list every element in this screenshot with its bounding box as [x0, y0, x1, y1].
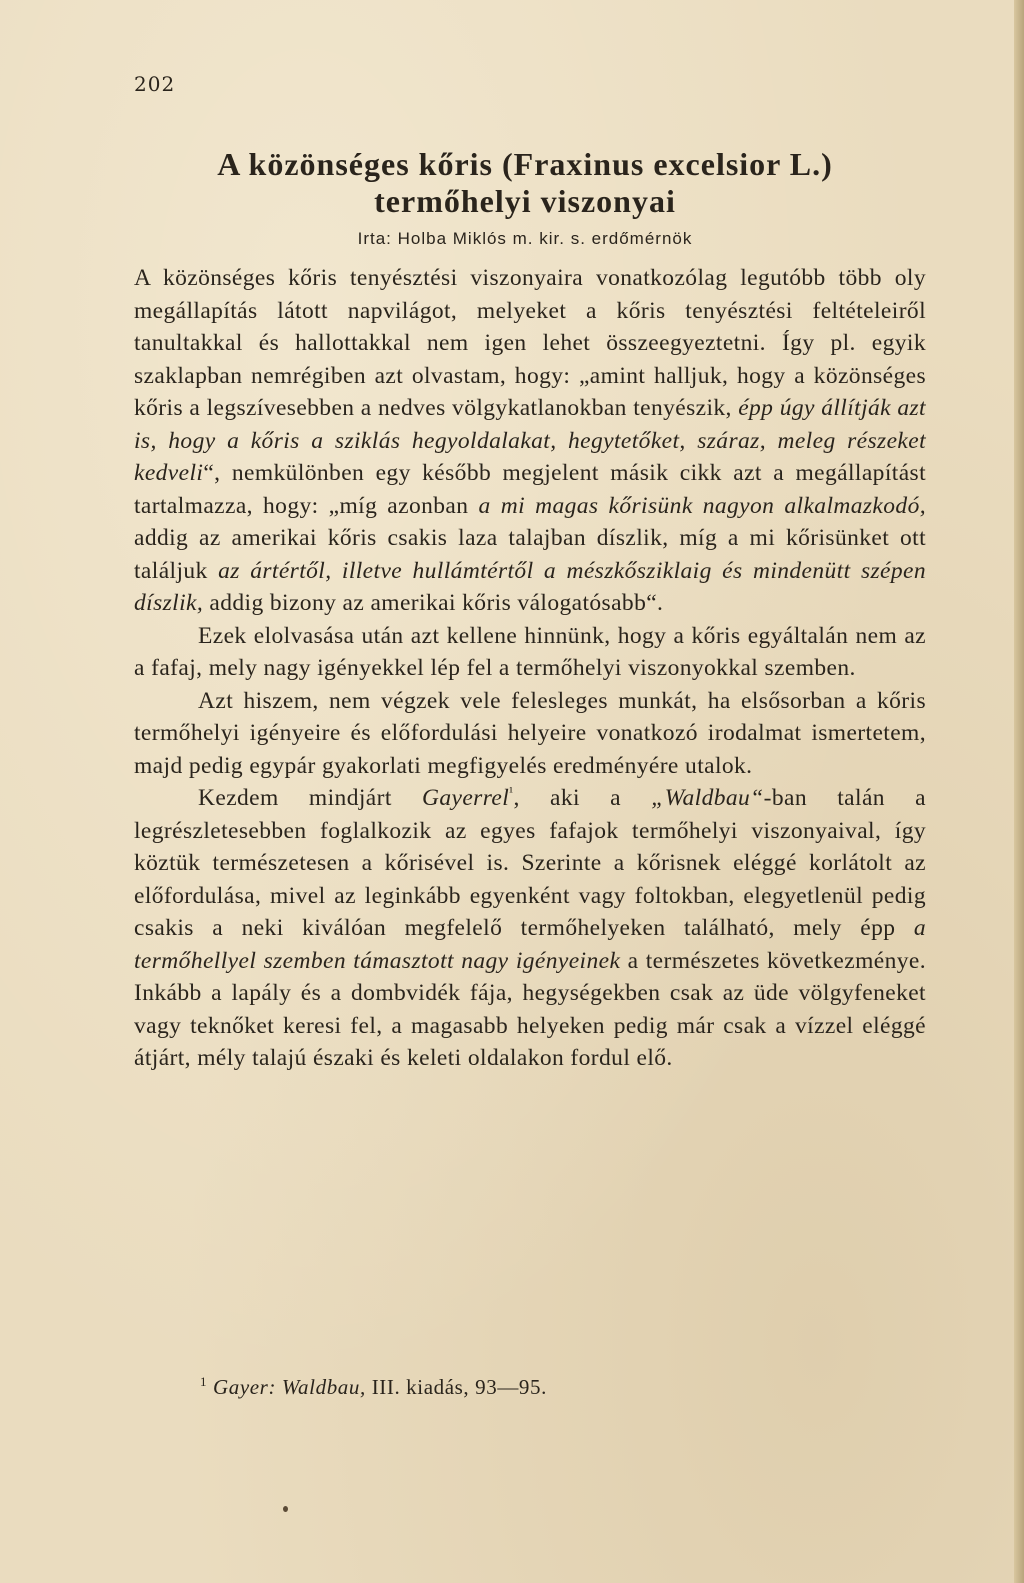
italic-text: az ártértől, illetve hullámtértől a mészkősziklaig és mindenütt szépen díszlik, [134, 557, 927, 616]
italic-text: Gayerrel [422, 785, 510, 811]
paragraph [134, 262, 926, 620]
author-byline: Irta: Holba Miklós m. kir. s. erdőmérnök [357, 229, 693, 248]
paragraph [134, 620, 926, 685]
ink-speck [283, 1506, 288, 1512]
article-title-line-2: termőhelyi viszonyai [374, 183, 676, 219]
text-run: A közönséges kőris tenyésztési viszonyaira vonatkozólag legutóbb több oly megállapítás látott napvilágot, melyeket a kőris tenyésztési feltételeiről tanultakkal és hallottakkal nem igen lehet összeegyeztetni. Így pl. egyik szaklapban nemrégiben azt olvastam, hogy: „amint halljuk, hogy a közönséges kőris a legszívesebben a nedves völgykatlanokban tenyészik, [134, 265, 926, 421]
footnote-mark: 1 [200, 1374, 208, 1389]
footnote-author: Gayer: Waldbau, [212, 1375, 366, 1399]
italic-text: épp úgy állítják azt is, hogy a kőris a sziklás hegyoldalakat, hegytetőket, száraz, meleg részeket kedveli [134, 395, 926, 486]
text-run: -ban talán a legrészletesebben foglalkozik az egyes fafajok termőhelyi viszonyaival, így köztük természetesen a kőrisével is. Szerinte a kőrisnek eléggé korlátolt az előfordulása, mivel az leginkább egyenként vagy foltokban, elegyetlenül pedig csakis a neki kiválóan megfelelő termőhelyeken található, mely épp [134, 785, 926, 941]
text-run: Kezdem mindjárt [198, 785, 422, 811]
text-run: Azt hiszem, nem végzek vele felesleges munkát, ha elsősorban a kőris termőhelyi igényeire és előfordulási helyeire vonatkozó irodalmat ismertetem, majd pedig egypár gyakorlati megfigyelés eredményére utalok. [134, 687, 926, 779]
text-run: addig bizony az amerikai kőris válogatósabb“. [203, 590, 664, 616]
footnote [200, 1375, 547, 1400]
text-run: Ezek elolvasása után azt kellene hinnünk, hogy a kőris egyáltalán nem az a fafaj, mely nagy igényekkel lép fel a termőhelyi viszonyokkal szemben. [134, 622, 926, 681]
italic-text: a mi magas kőrisünk nagyon alkalmazkodó, [478, 492, 926, 519]
text-run: , aki a [513, 785, 652, 811]
footnote-reference-mark: ¹ [509, 784, 514, 800]
footnote-reference: III. kiadás, 93—95. [365, 1375, 547, 1399]
article-body [134, 262, 926, 1075]
page-edge [1014, 0, 1024, 1583]
paragraph [134, 782, 926, 1075]
text-run: a természetes következménye. Inkább a lapály és a dombvidék fája, hegységekben csak az üde völgyfeneket vagy teknőket keresi fel, a magasabb helyeken pedig már csak a vízzel eléggé átjárt, mély talajú északi és keleti oldalakon fordul elő. [134, 947, 926, 1071]
italic-text: „Waldbau“ [651, 785, 764, 811]
italic-text: a termőhellyel szemben támasztott nagy igényeinek [134, 915, 926, 974]
page-number: 202 [134, 72, 176, 96]
article-title-line-1: A közönséges kőris (Fraxinus excelsior L.) [217, 146, 833, 182]
text-run: addig az amerikai kőris csakis laza talajban díszlik, míg a mi kőrisünket ott találjuk [134, 525, 926, 584]
paragraph [134, 685, 926, 783]
text-run: “, nemkülönben egy később megjelent másik cikk azt a megállapítást tartalmazza, hogy: „míg azonban [134, 460, 926, 519]
